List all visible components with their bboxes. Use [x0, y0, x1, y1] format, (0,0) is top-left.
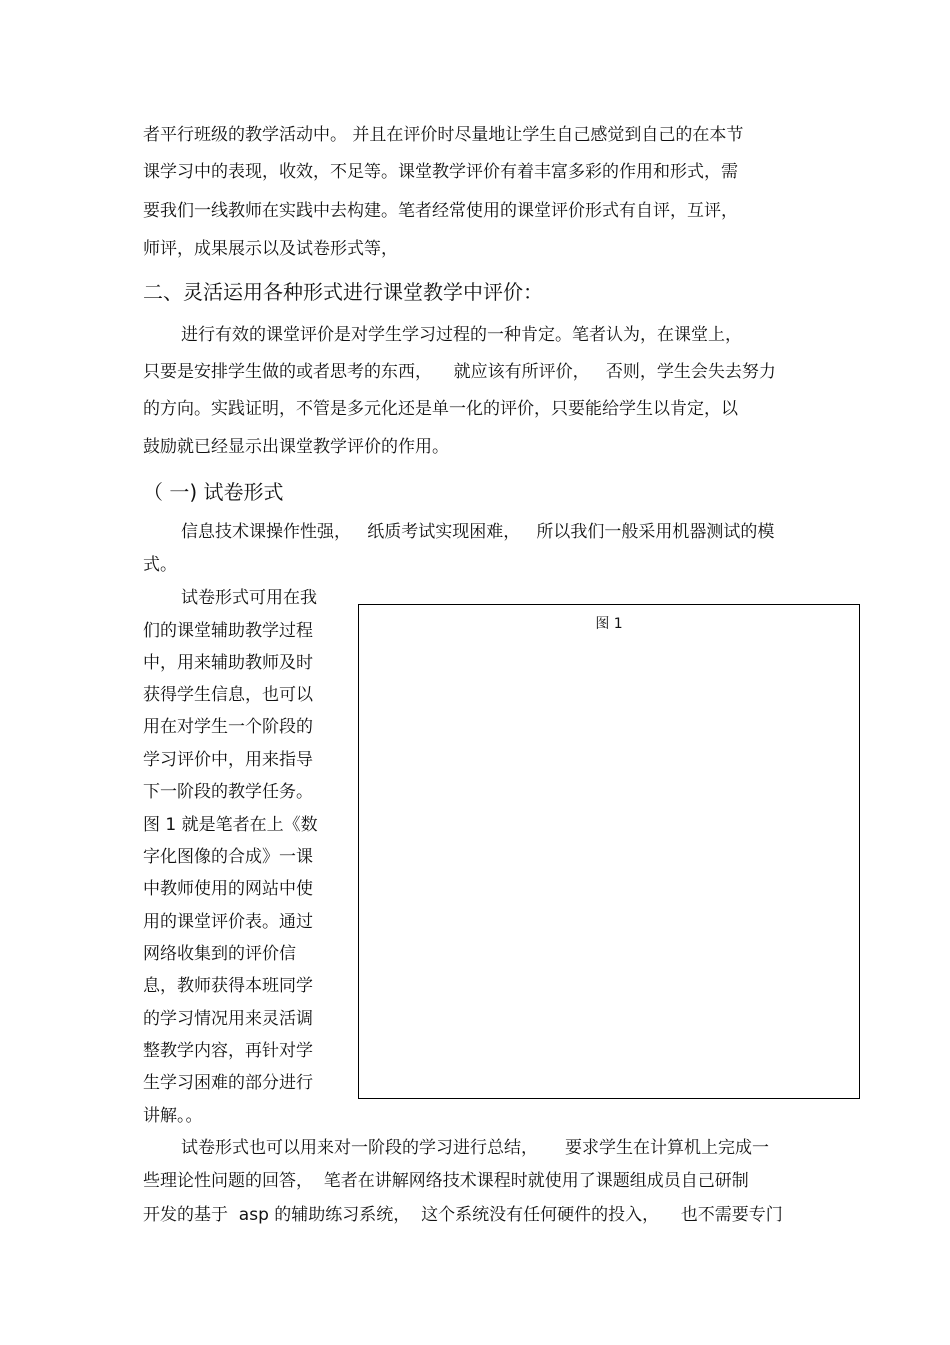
body-text-line: 者平行班级的教学活动中。 并且在评价时尽量地让学生自己感觉到自己的在本节 — [143, 125, 744, 145]
body-text-line: 的方向。实践证明，不管是多元化还是单一化的评价，只要能给学生以肯定，以 — [143, 399, 738, 419]
subsection-heading: （ 一) 试卷形式 — [143, 480, 284, 504]
body-text-line: 些理论性问题的回答， 笔者在讲解网络技术课程时就使用了课题组成员自己研制 — [143, 1171, 749, 1191]
body-text-line: 进行有效的课堂评价是对学生学习过程的一种肯定。笔者认为，在课堂上， — [181, 325, 742, 345]
side-text-line: 的学习情况用来灵活调 — [143, 1009, 313, 1029]
side-text-line: 网络收集到的评价信 — [143, 944, 296, 964]
side-text-line: 中，用来辅助教师及时 — [143, 653, 313, 673]
body-text-line: 信息技术课操作性强， 纸质考试实现困难， 所以我们一般采用机器测试的模 — [181, 522, 775, 542]
side-text-line: 整教学内容，再针对学 — [143, 1041, 313, 1061]
body-text-line: 开发的基于 asp 的辅助练习系统， 这个系统没有任何硬件的投入， 也不需要专门 — [143, 1205, 783, 1225]
section-heading: 二、灵活运用各种形式进行课堂教学中评价： — [143, 280, 543, 304]
body-text-line: 课学习中的表现，收效，不足等。课堂教学评价有着丰富多彩的作用和形式，需 — [143, 162, 738, 182]
side-text-line: 图 1 就是笔者在上《数 — [143, 815, 318, 835]
side-text-line: 中教师使用的网站中使 — [143, 879, 313, 899]
figure-frame — [358, 604, 860, 1099]
side-text-line: 学习评价中，用来指导 — [143, 750, 313, 770]
body-text-line: 师评，成果展示以及试卷形式等， — [143, 239, 398, 259]
side-text-line: 用的课堂评价表。通过 — [143, 912, 313, 932]
side-text-line: 字化图像的合成》一课 — [143, 847, 313, 867]
side-text-line: 下一阶段的教学任务。 — [143, 782, 313, 802]
side-text-line: 用在对学生一个阶段的 — [143, 717, 313, 737]
body-text-line: 只要是安排学生做的或者思考的东西， 就应该有所评价， 否则，学生会失去努力 — [143, 362, 776, 382]
figure-caption: 图 1 — [595, 616, 623, 632]
side-text-line: 获得学生信息，也可以 — [143, 685, 313, 705]
side-text-line: 讲解。。 — [143, 1106, 203, 1126]
body-text-line: 要我们一线教师在实践中去构建。笔者经常使用的课堂评价形式有自评，互评， — [143, 201, 738, 221]
body-text-line: 试卷形式也可以用来对一阶段的学习进行总结， 要求学生在计算机上完成一 — [181, 1138, 770, 1158]
side-text-line: 们的课堂辅助教学过程 — [143, 621, 313, 641]
body-text-line: 式。 — [143, 555, 177, 575]
body-text-line: 鼓励就已经显示出课堂教学评价的作用。 — [143, 437, 449, 457]
side-text-line: 生学习困难的部分进行 — [143, 1073, 313, 1093]
side-text-line: 试卷形式可用在我 — [181, 588, 317, 608]
side-text-line: 息，教师获得本班同学 — [143, 976, 313, 996]
